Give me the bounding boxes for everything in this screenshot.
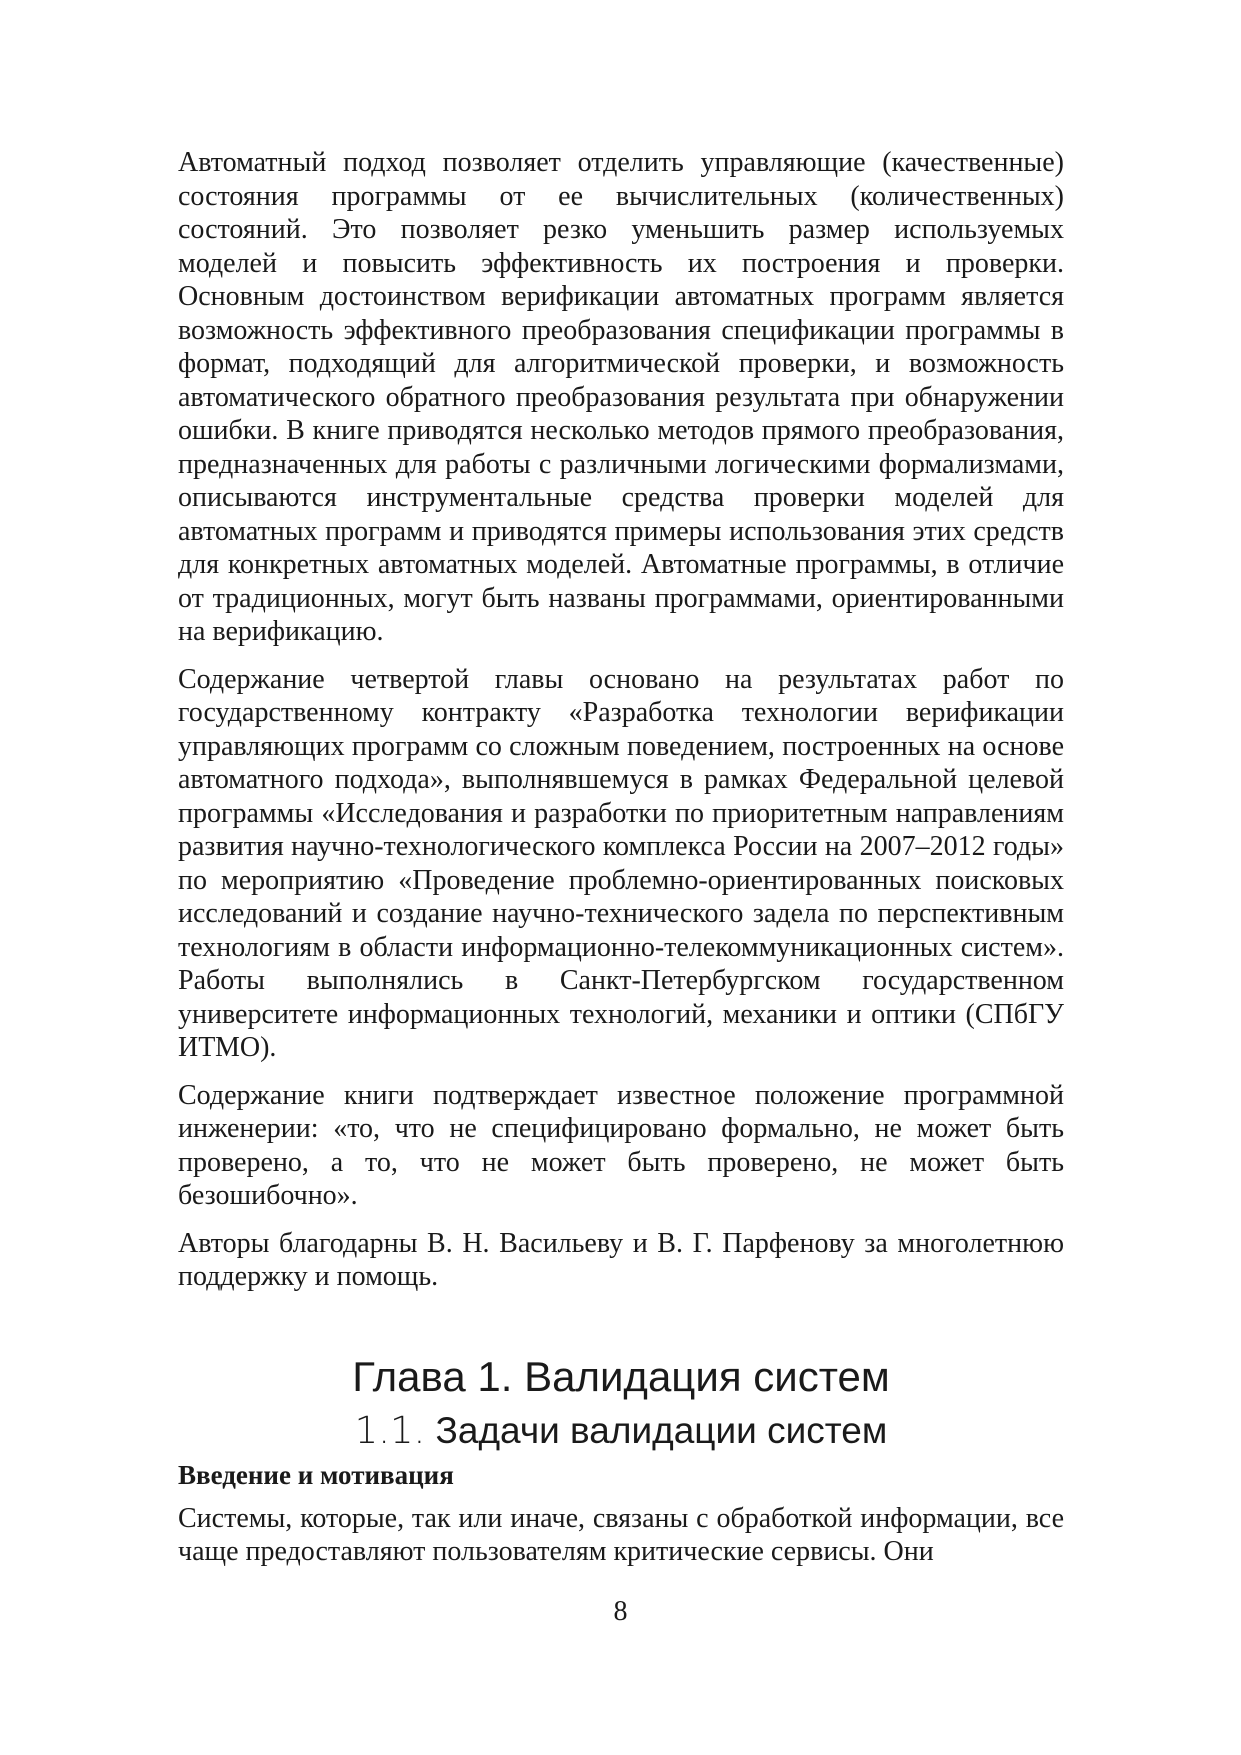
paragraph-introduction: Системы, которые, так или иначе, связаны с обработкой информации, все чаще предоставляют пользователям критические сервисы. Они [178, 1502, 1064, 1567]
section-number: 1.1. [354, 1408, 426, 1452]
section-title: Задачи валидации систем [435, 1409, 888, 1451]
page-content [178, 146, 1064, 1583]
paragraph-state-contract: Содержание четвертой главы основано на результатах работ по государственному контракту «Разработка технологии верификации управляющих программ со сложным поведением, построенных на основе автоматного подхода», выполнявшемуся в рамках Федеральной целевой программы «Исследования и разработки по приоритетным направлениям развития научно-технологического комплекса России на 2007–2012 годы» по мероприятию «Проведение проблемно-ориентированных поисковых исследований и создание научно-технического задела по перспективным технологиям в области информационно-телекоммуникационных систем». Работы выполнялись в Санкт-Петербургском государственном университете информационных технологий, механики и оптики (СПбГУ ИТМО). [178, 663, 1064, 1063]
page-number: 8 [613, 1596, 628, 1627]
section-heading [178, 1408, 1064, 1454]
paragraph-engineering-principle: Содержание книги подтверждает известное положение программной инженерии: «то, что не специфицировано формально, не может быть проверено, а то, что не может быть проверено, не может быть безошибочно». [178, 1079, 1064, 1211]
subsection-title: Введение и мотивация [178, 1459, 454, 1490]
chapter-title: Глава 1. Валидация систем [352, 1352, 890, 1400]
paragraph-automata-approach: Автоматный подход позволяет отделить управляющие (качественные) состояния программы от ее вычислительных (количественных) состояний. Это позволяет резко уменьшить размер используемых моделей и повысить эффективность их построения и проверки. Основным достоинством верификации автоматных программ является возможность эффективного преобразования спецификации программы в формат, подходящий для алгоритмической проверки, и возможность автоматического обратного преобразования результата при обнаружении ошибки. В книге приводятся несколько методов прямого преобразования, предназначенных для работы с различными логическими формализмами, описываются инструментальные средства проверки моделей для автоматных программ и приводятся примеры использования этих средств для конкретных автоматных моделей. Автоматные программы, в отличие от традиционных, могут быть названы программами, ориентированными на верификацию. [178, 147, 1064, 647]
paragraph-acknowledgements: Авторы благодарны В. Н. Васильеву и В. Г. Парфенову за многолетнюю поддержку и помощь. [178, 1227, 1064, 1292]
